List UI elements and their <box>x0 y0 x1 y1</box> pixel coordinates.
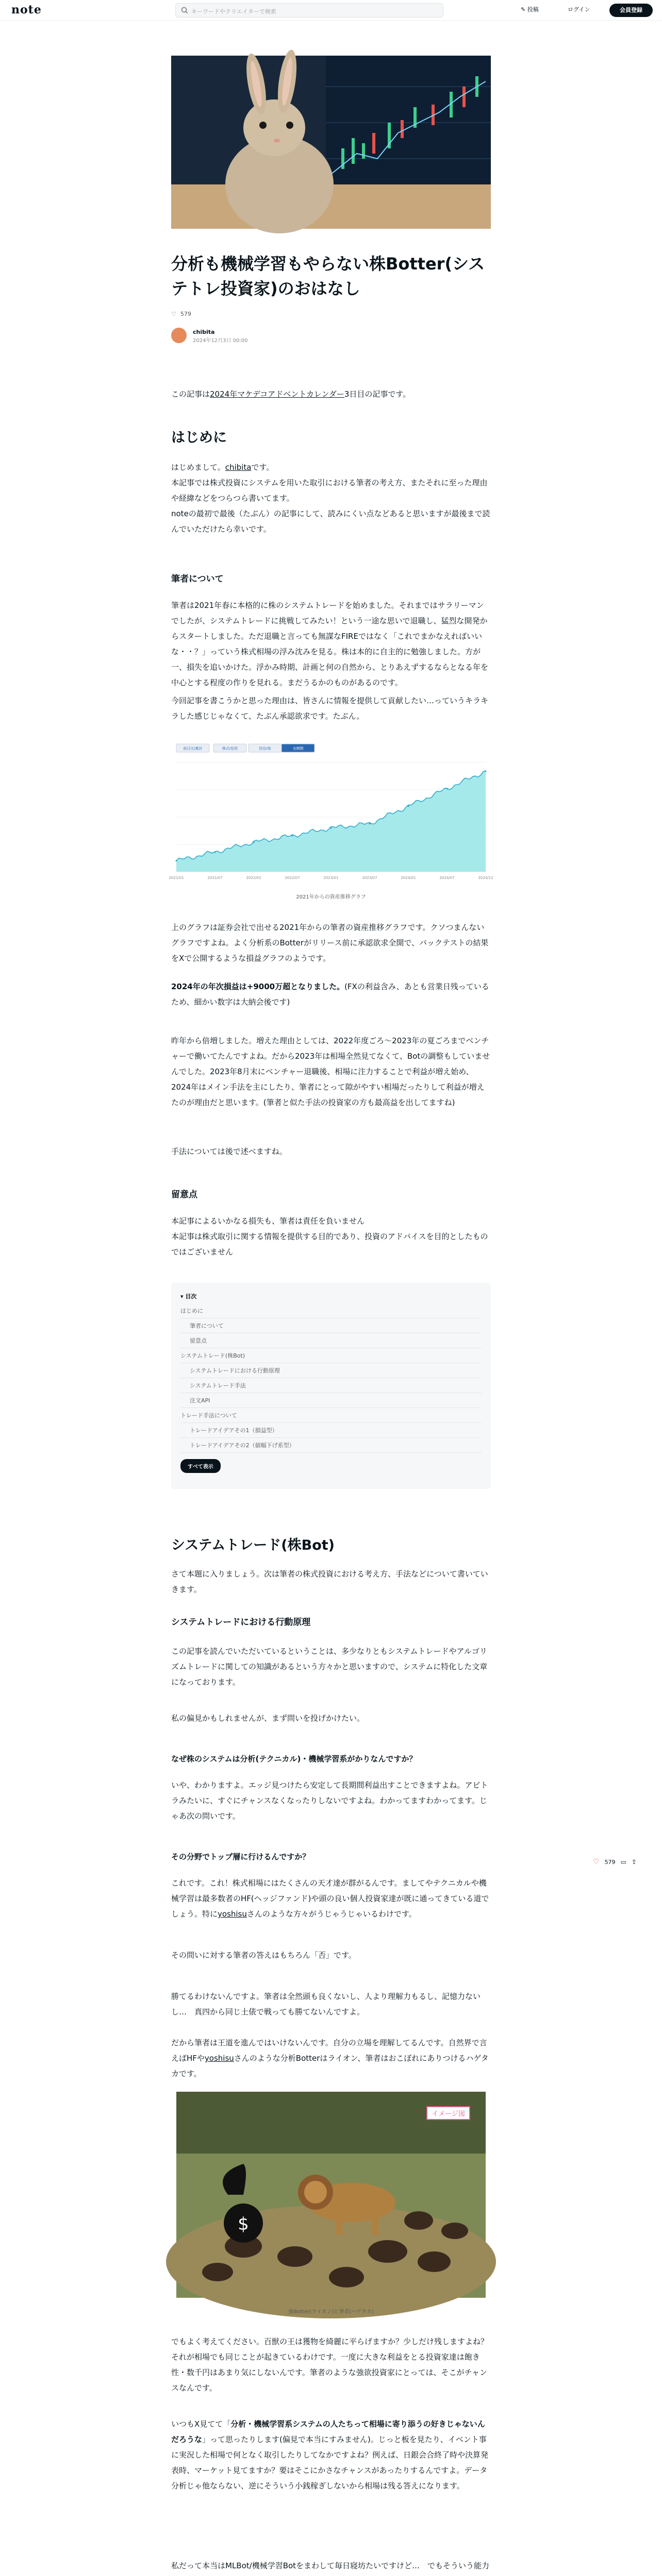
toc-item[interactable]: システムトレード(株Bot) <box>180 1348 482 1363</box>
savanna-scene <box>176 2092 486 2298</box>
intro-paragraph <box>171 386 491 402</box>
toc-item[interactable]: 筆者について <box>180 1318 482 1333</box>
principle-p1: この記事を読んでいただいているということは、多少なりともシステムトレードやアルゴリズムトレードに関しての知識があるという方々かと思いますので、システムに特化した文章になっております。 <box>171 1647 488 1687</box>
q1-answer: いや、わかりますよ。エッジ見つけたら安定して長期間利益出すことできますよね。アビトラみたいに、すぐにチャンスなくなったりしないですよね。わかってますわかってます。じゃあ次の問いです。 <box>171 1781 488 1821</box>
chart-x-tick-label: 2021/01 <box>169 876 184 880</box>
heart-icon[interactable]: ♡ <box>171 310 176 317</box>
q2-answer-3: 勝てるわけないんですよ。筆者は全然頭も良くないし、人より理解力もるし、記憶力ないし… 真四から同じ土俵で戦っても勝てないんですよ。 <box>171 1992 481 2016</box>
heading-author: 筆者について <box>171 574 224 584</box>
chart-x-tick-label: 2023/07 <box>362 876 377 880</box>
toc-item[interactable]: システムトレード手法 <box>180 1378 482 1393</box>
asset-chart-svg <box>171 742 491 887</box>
author-p1: 筆者は2021年春に本格的に株のシステムトレードを始めました。それまではサラリーマンでしたが、システムトレードに挑戦してみたい！という一途な思いで退職し、猛烈な開発からスタートしました。ただ退職と言っても無謀なFIREではなく「これでまかなえればいいな・・？」っていう株式相場の浮み沈みを見る。株は本的に自主的に勉強しました。方が一、損失を追いかけた。浮かみ時期、計画と何の自然から、とりあえずするならとなる年を中心とする程度の作りを見れる。まだうるかのものがあるのです。 <box>171 601 489 687</box>
annual-profit-note: (FXの利益含み、あとも営業日残っているため、細かい数字は大納会後です) <box>171 982 489 1007</box>
after-img-p2-post: 」って思ったりします(偏見で本当にすみません)。じっと板を見たり、イベント事に実況した相場で何となく取引したりしてなかですよね？例えば、日銀会合終了時や決算発表時、マーケット見てますか？要はそこにかさなチャンスがあったりするんですよ。データ分析じゃ他ならない、逆にそういう小銭稼ぎしないから相場は残る答えになります。 <box>171 2435 489 2490</box>
chart-point <box>214 851 216 853</box>
chevron-down-icon: ▾ <box>180 1293 186 1300</box>
chart-tab-label: 全期間 <box>292 747 304 751</box>
yoshisu-link-2[interactable]: yoshisu <box>204 2054 234 2063</box>
q2-answer-4 <box>171 2035 491 2081</box>
hajime-p1 <box>171 460 491 475</box>
asset-chart <box>171 742 491 896</box>
principle-p2: 私の偏見かもしれませんが、まず問いを投げかけたい。 <box>171 1714 365 1723</box>
after-chart-p3: 昨年から倍増しました。増えた理由としては、2022年度ごろ〜2023年の夏ごろまでベンチャーで働いてたんですよね。だから2023年は相場全然見てなくて、Botの調整もしていませんでした。2023年8月末にベンチャー退職後、相場に注力することで利益が増え始め、2024年はメイン手法を主にしたり、筆者にとって隙がやすい相場だったりして利益が増えたのが理由だと思います。(筆者と似た手法の投資家の方も最高益を出してますね) <box>171 1036 490 1107</box>
chart-x-tick-label: 2023/01 <box>323 876 339 880</box>
pen-icon: ✎ <box>521 6 527 13</box>
yoshisu-link[interactable]: yoshisu <box>218 1909 247 1919</box>
chart-tab-label: 株式/信用 <box>222 747 238 751</box>
floating-actions <box>593 1858 637 1866</box>
chart-point <box>408 805 409 807</box>
chart-x-tick-label: 2024/12 <box>478 876 493 880</box>
chart-point <box>369 823 371 824</box>
chart-point <box>176 860 177 861</box>
chart-caption: 2021年からの資産推移グラフ <box>296 894 366 900</box>
author-name[interactable]: chibita <box>193 329 215 335</box>
after-img-p1: でもよく考えてください。百獣の王は獲物を綺麗に平らげますか？少しだけ残しますよね？それが相場でも同じことが起きているわけです。一度に大きな利益をとる投資家達は飽き性・数千円はあまり気にしないんです。筆者のような強欲投資家にとっては、そこがチャンスなんです。 <box>171 2337 489 2393</box>
chart-x-tick-label: 2022/07 <box>285 876 300 880</box>
search-placeholder: キーワードやクリエイターで検索 <box>191 8 276 15</box>
table-of-contents <box>171 1283 491 1489</box>
after-img-p2 <box>171 2416 491 2494</box>
author-p2: 今回記事を書こうかと思った理由は、皆さんに情報を提供して貢献したい…っていうキラキラした感じじゃなくて、たぶん承認欲求です。たぶん。 <box>171 696 489 721</box>
heart-icon[interactable]: ♡ <box>593 1858 600 1866</box>
toc-item[interactable]: トレードアイデアその2（値幅下げ系型） <box>180 1438 482 1453</box>
image-label: イメージ図 <box>426 2106 470 2120</box>
intro-text: この記事は <box>171 389 210 399</box>
post-button[interactable] <box>521 5 539 13</box>
q2-answer-1 <box>171 1875 491 1922</box>
after-img-p3: 私だって本当はMLBot/機械学習Botをまわして毎日寝坊たいですけど… でもそういう能力 <box>171 2561 490 2570</box>
toc-header[interactable] <box>180 1290 482 1303</box>
question-1: なぜ株のシステムは分析(テクニカル)・機械学習系がかりなんですか？ <box>171 1754 417 1764</box>
image-caption: 強Botter(ライオン)と筆者(ハゲタカ) <box>288 2309 374 2315</box>
hajime-p1-text: はじめまして。 <box>171 463 225 472</box>
chart-x-tick-label: 2021/07 <box>207 876 223 880</box>
toc-list <box>180 1303 482 1453</box>
toc-item[interactable]: トレードアイデアその1（損益型） <box>180 1423 482 1438</box>
q2-answer-4-post: さんのような分析Botterはライオン、筆者はおこぼれにありつけるハゲタカです。 <box>171 2054 489 2078</box>
systrade-p1: さて本題に入りましょう。次は筆者の株式投資における考え方、手法などについて書いていきます。 <box>171 1569 488 1594</box>
heading-hajime: はじめに <box>171 430 227 446</box>
toc-title: 目次 <box>185 1293 197 1300</box>
chart-tab-label: 前日比/累計 <box>183 747 203 751</box>
hajime-p2: 本記事では株式投資にシステムを用いた取引における筆者の考え方、またそれに至った理由や経緯などをつらつら書いてます。 <box>171 478 488 503</box>
chart-point <box>292 835 293 837</box>
chart-x-tick-label: 2024/01 <box>401 876 416 880</box>
post-label: 投稿 <box>527 6 539 13</box>
author-link[interactable]: chibita <box>225 463 252 472</box>
after-chart-p2 <box>171 979 491 1010</box>
q2-answer-1-post: さんのような方々がうじゃうじゃいるわけです。 <box>246 1909 417 1919</box>
after-chart-p4: 手法については後で述べますね。 <box>171 1147 287 1156</box>
advent-calendar-link[interactable]: 2024年マケデコアドベントカレンダー <box>210 389 344 399</box>
chart-tab-label: 投信/他 <box>259 747 271 751</box>
hajime-p1-post: です。 <box>251 463 274 472</box>
toc-item[interactable]: トレード手法について <box>180 1408 482 1423</box>
comment-icon[interactable]: ▭ <box>620 1858 626 1866</box>
chart-x-tick-label: 2024/07 <box>439 876 455 880</box>
toc-item[interactable]: システムトレードにおける行動原理 <box>180 1363 482 1378</box>
article-body <box>171 0 491 2576</box>
intro-text-post: 3日目の記事です。 <box>344 389 411 399</box>
annual-profit-highlight: 2024年の年次損益は+9000万超となりました。 <box>171 982 345 991</box>
q2-answer-2: その問いに対する筆者の答えはもちろん「否」です。 <box>171 1951 356 1960</box>
q2-answer-1-text: これです。これ！株式相場にはたくさんの天才達が群がるんです。ましてやテクニカルや機械学習は最多数者のHF(ヘッジファンド)や頭の良い個人投資家達が既に通ってきている道でしょう。特に <box>171 1878 489 1919</box>
signup-button[interactable]: 会員登録 <box>609 4 653 17</box>
login-button[interactable]: ログイン <box>568 6 590 13</box>
toc-item[interactable]: 留意点 <box>180 1333 482 1348</box>
publish-date: 2024年12月3日 00:00 <box>193 338 248 344</box>
chart-point <box>485 770 487 772</box>
chart-x-tick-label: 2022/01 <box>246 876 261 880</box>
lion-vulture-illustration <box>176 2092 486 2298</box>
chart-point <box>253 841 255 843</box>
caution-p2: 本記事は株式取引に関する情報を提供する目的であり、投資のアドバイスを目的としたものではございません <box>171 1232 488 1257</box>
hajime-p3: noteの最初で最後（たぶん）の記事にして、読みにくい点などあると思いますが最後まで読んでいただけたら幸いです。 <box>171 509 490 534</box>
note-logo[interactable]: note <box>11 3 42 16</box>
after-img-p2-bold: 分析・機械学習系システムの人たちって相場に寄り添うの好きじゃないんだろうな <box>171 2419 485 2444</box>
chart-point <box>330 827 332 829</box>
heading-systrade: システムトレード(株Bot) <box>171 1537 335 1553</box>
lion-vulture-image-wrap <box>171 2092 491 2303</box>
like-count: 579 <box>180 310 191 317</box>
toc-item[interactable]: 注文API <box>180 1393 482 1408</box>
heading-caution: 留意点 <box>171 1190 197 1200</box>
floating-like-count: 579 <box>604 1858 616 1866</box>
chart-point <box>446 788 448 789</box>
caution-p1: 本記事によるいかなる損失も、筆者は責任を負いません <box>171 1216 365 1226</box>
after-chart-p1: 上のグラフは証券会社で出せる2021年からの筆者の資産推移グラフです。クソつまんないグラフですよね。よく分析系のBotterがリリース前に承認欲求全開で、バックテストの結果をXで公開するような損益グラフのようです。 <box>171 923 489 963</box>
article-title: 分析も機械学習もやらない株Botter(システトレ投資家)のおはなし <box>171 254 485 298</box>
share-icon[interactable]: ⇪ <box>631 1858 637 1866</box>
after-img-p2-pre: いつもX見てて「 <box>171 2419 231 2429</box>
svg-text:$: $ <box>238 2214 249 2234</box>
toc-show-all-button[interactable]: すべて表示 <box>180 1459 221 1473</box>
toc-item[interactable]: はじめに <box>180 1303 482 1318</box>
question-2: その分野でトップ層に行けるんですか？ <box>171 1852 310 1861</box>
q2-answer-4-text: だから筆者は王道を進んではいけないんです。自分の立場を理解してるんです。自然界で言えばHFや <box>171 2038 487 2063</box>
heading-principle: システムトレードにおける行動原理 <box>171 1617 311 1628</box>
